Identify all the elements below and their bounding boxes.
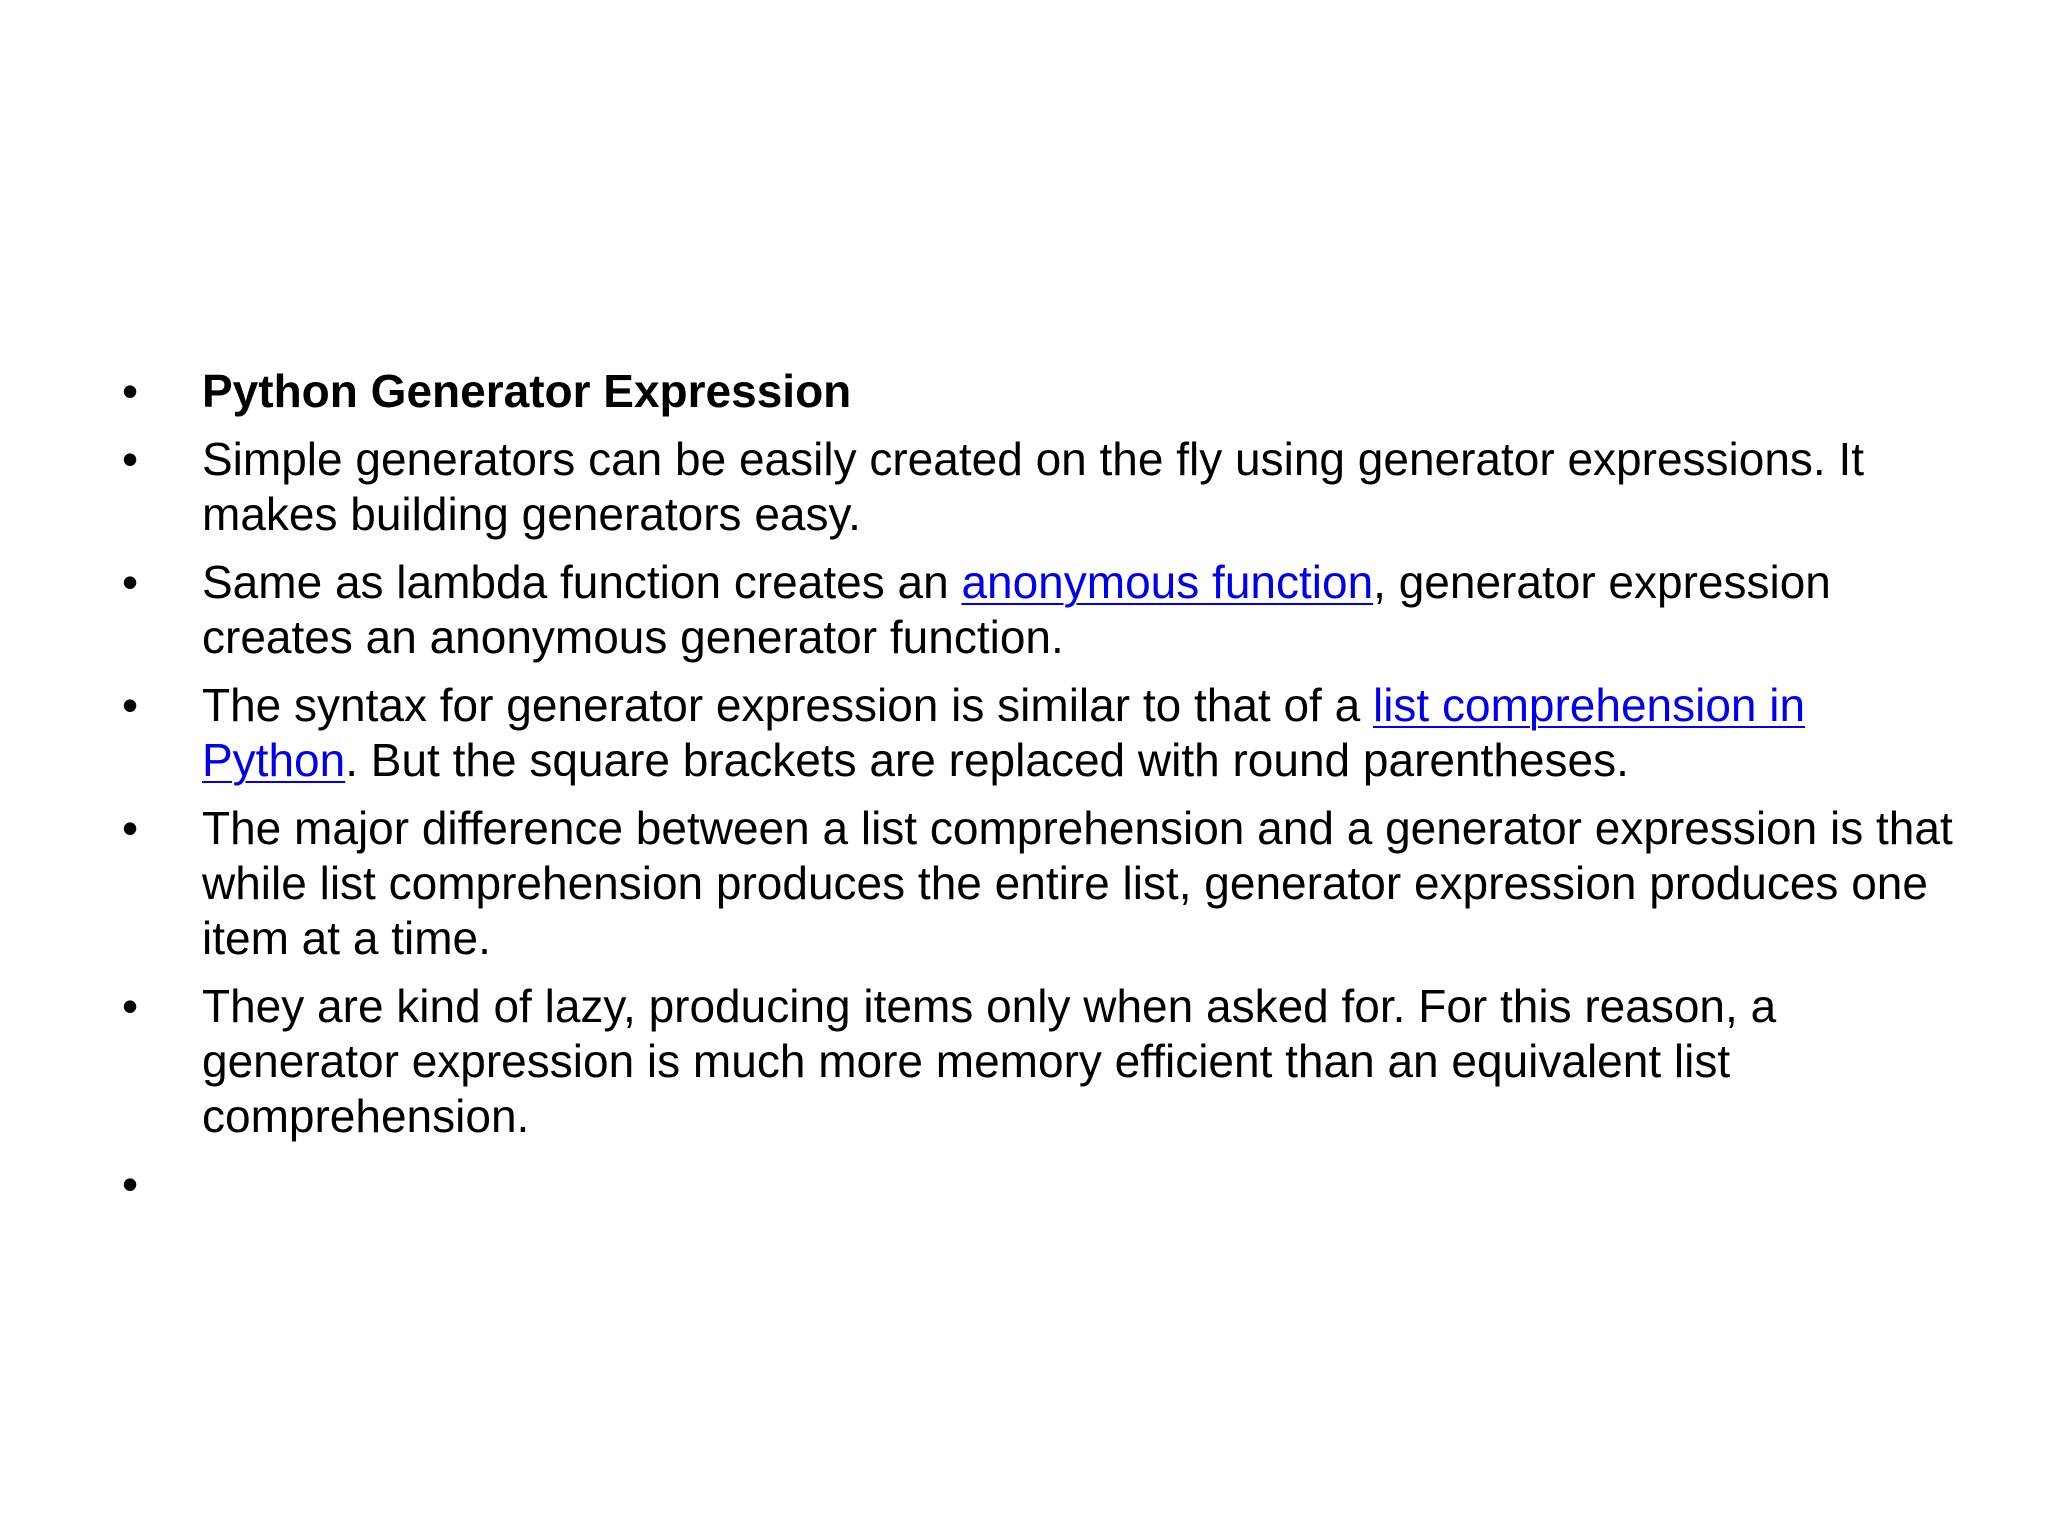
anonymous-function-link[interactable]: anonymous function: [961, 556, 1374, 608]
bullet-list: [122, 364, 1962, 1225]
slide-heading: Python Generator Expression: [202, 365, 852, 417]
bullet-item-lambda-comparison: [122, 555, 1962, 665]
bullet-text-before-link: Same as lambda function creates an: [202, 556, 962, 608]
bullet-text: They are kind of lazy, producing items only when asked for. For this reason, a generator expression is much more memory efficient than an equivalent list comprehension.: [202, 980, 1777, 1142]
bullet-marker-icon: •: [122, 433, 139, 485]
bullet-text: Simple generators can be easily created on the fly using generator expressions. It makes building generators easy.: [202, 433, 1865, 540]
bullet-marker-icon: •: [122, 1158, 139, 1210]
bullet-text: The major difference between a list comprehension and a generator expression is that while list comprehension produces the entire list, generator expression produces one item at a time.: [202, 802, 1953, 964]
bullet-marker-icon: •: [122, 802, 139, 854]
bullet-text-after-link: . But the square brackets are replaced with round parentheses.: [345, 734, 1629, 786]
bullet-item-title: [122, 364, 1962, 419]
bullet-item-lazy: [122, 979, 1962, 1144]
bullet-item-syntax: [122, 678, 1962, 788]
list-comprehension-link[interactable]: list comprehension in Python: [202, 679, 1806, 786]
bullet-text-before-link: The syntax for generator expression is similar to that of a: [202, 679, 1373, 731]
bullet-marker-icon: •: [122, 679, 139, 731]
bullet-marker-icon: •: [122, 980, 139, 1032]
bullet-marker-icon: •: [122, 556, 139, 608]
bullet-text-after-link: , generator expression creates an anonymous generator function.: [202, 556, 1831, 663]
bullet-item-simple-generators: [122, 432, 1962, 542]
bullet-item-major-difference: [122, 801, 1962, 966]
bullet-marker-icon: •: [122, 365, 139, 417]
bullet-item-empty: [122, 1157, 1962, 1212]
